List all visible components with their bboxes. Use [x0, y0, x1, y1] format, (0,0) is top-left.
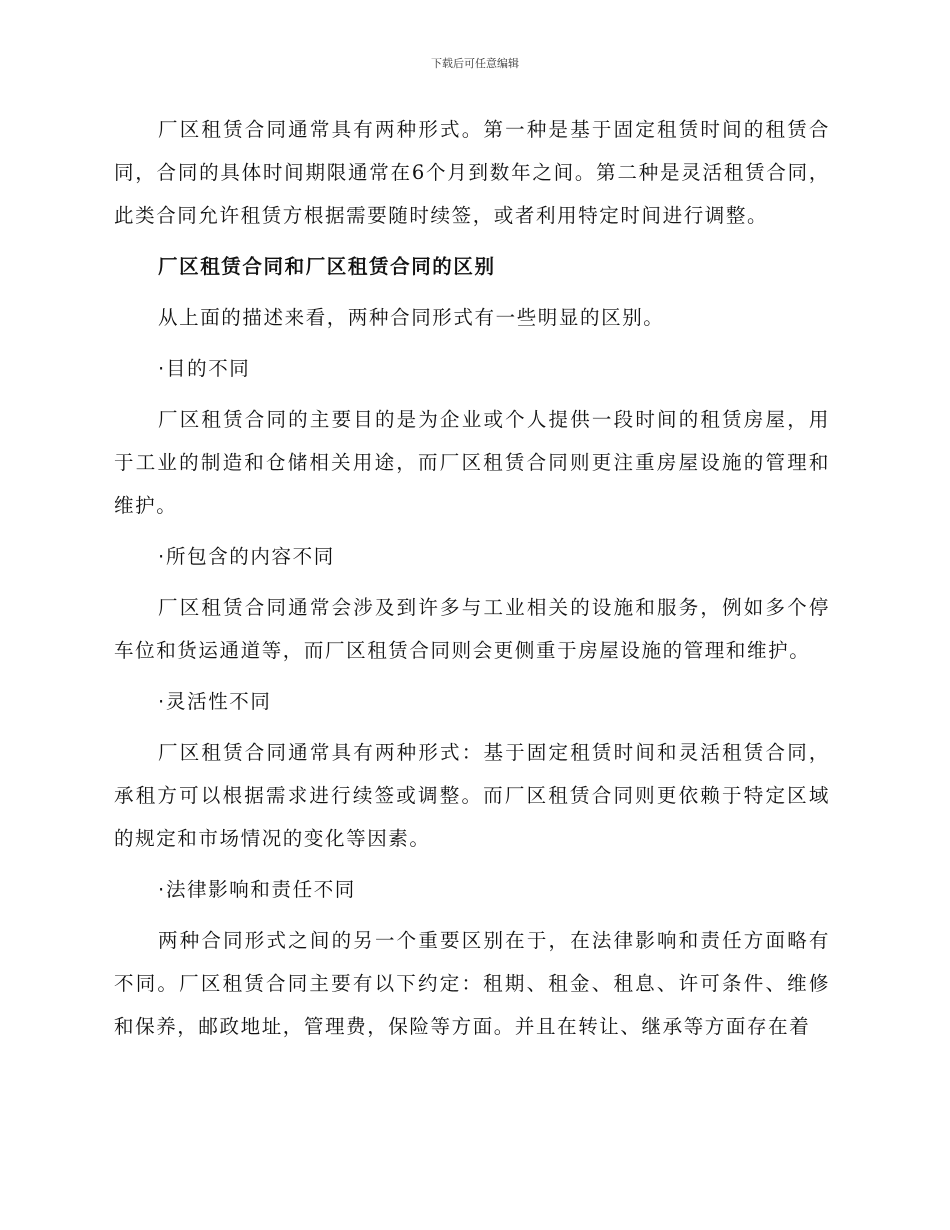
- section-heading: 厂区租赁合同和厂区租赁合同的区别: [158, 255, 496, 278]
- bullet-marker: ·: [158, 545, 166, 568]
- paragraph-content: 厂区租赁合同通常会涉及到许多与工业相关的设施和服务，例如多个停车位和货运通道等，而厂区租赁合同则会更侧重于房屋设施的管理和维护。: [114, 596, 830, 662]
- bullet-purpose: [158, 347, 830, 390]
- bullet-legal: [158, 868, 830, 911]
- page-header: 下载后可任意编辑: [431, 57, 519, 70]
- paragraph-flexibility: 厂区租赁合同通常具有两种形式：基于固定租赁时间和灵活租赁合同，承租方可以根据需求进行续签或调整。而厂区租赁合同则更依赖于特定区域的规定和市场情况的变化等因素。: [114, 741, 830, 850]
- bullet-label: 灵活性不同: [166, 690, 272, 713]
- bullet-label: 所包含的内容不同: [166, 545, 335, 568]
- bullet-flexibility: [158, 680, 830, 723]
- paragraph-contract-forms: 厂区租赁合同通常具有两种形式。第一种是基于固定租赁时间的租赁合同，合同的具体时间期限通常在6个月到数年之间。第二种是灵活租赁合同，此类合同允许租赁方根据需要随时续签，或者利用特定时间进行调整。: [114, 118, 830, 227]
- paragraph-intro-differences: 从上面的描述来看，两种合同形式有一些明显的区别。: [158, 306, 665, 329]
- bullet-label: 法律影响和责任不同: [166, 878, 356, 901]
- document-body: [114, 108, 830, 1056]
- paragraph-purpose: 厂区租赁合同的主要目的是为企业或个人提供一段时间的租赁房屋，用于工业的制造和仓储相关用途，而厂区租赁合同则更注重房屋设施的管理和维护。: [114, 408, 830, 517]
- bullet-marker: ·: [158, 357, 166, 380]
- bullet-marker: ·: [158, 878, 166, 901]
- bullet-content: [158, 535, 830, 578]
- bullet-marker: ·: [158, 690, 166, 713]
- bullet-label: 目的不同: [166, 357, 251, 380]
- paragraph-legal: 两种合同形式之间的另一个重要区别在于，在法律影响和责任方面略有不同。厂区租赁合同主要有以下约定：租期、租金、租息、许可条件、维修和保养，邮政地址，管理费，保险等方面。并且在转让、继承等方面存在着: [114, 929, 830, 1038]
